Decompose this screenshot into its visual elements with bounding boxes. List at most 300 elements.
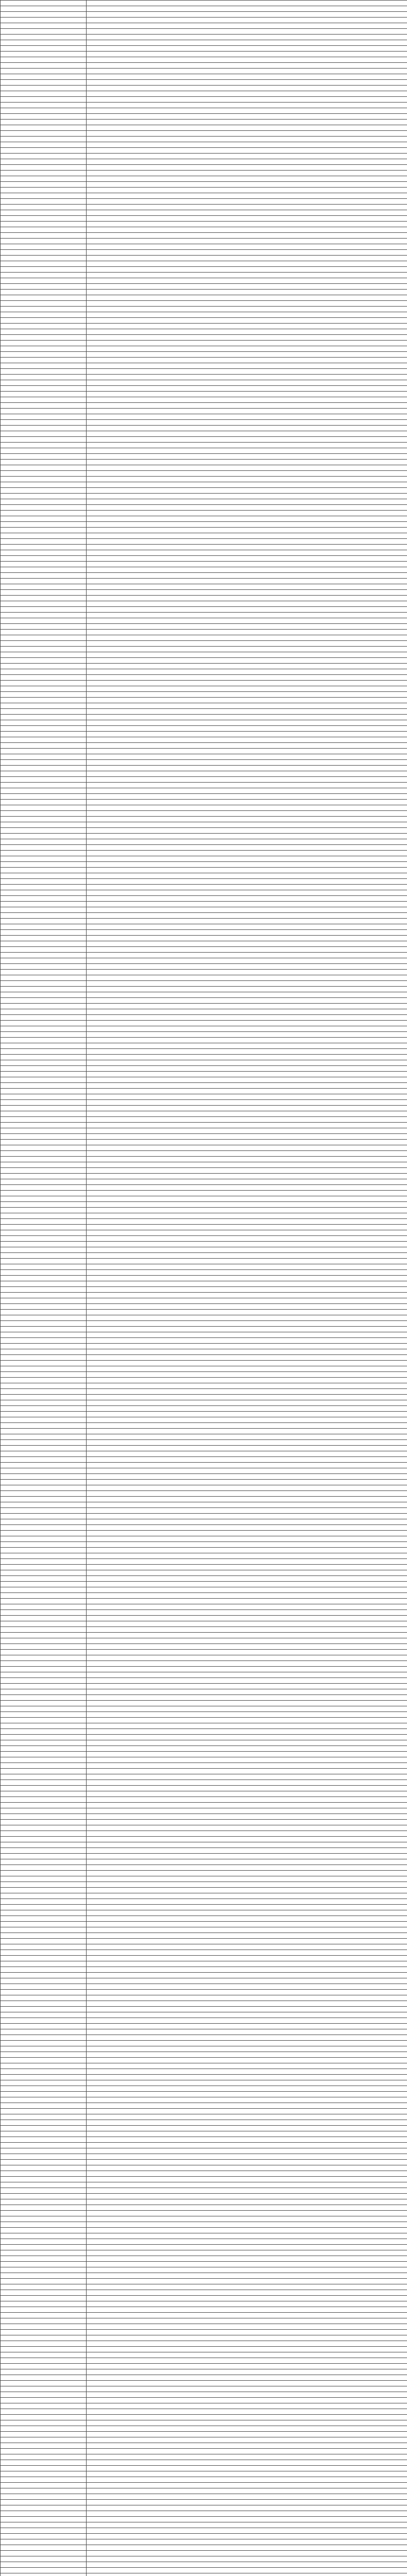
store-name-cell (1, 703, 87, 709)
store-name-cell (1, 2216, 87, 2222)
table-row (1, 1740, 407, 1746)
table-row (1, 1259, 407, 1264)
store-address-cell (87, 2262, 407, 2267)
table-row (1, 1916, 407, 1922)
table-row (1, 981, 407, 987)
table-row (1, 2024, 407, 2029)
table-row (1, 2188, 407, 2194)
store-name-cell (1, 2262, 87, 2267)
store-name-cell (1, 936, 87, 941)
store-name-cell (1, 52, 87, 57)
store-name-cell (1, 1440, 87, 1446)
table-row (1, 2267, 407, 2273)
store-address-cell (87, 686, 407, 692)
table-row (1, 477, 407, 482)
table-row (1, 2109, 407, 2114)
store-name-cell (1, 142, 87, 148)
store-name-cell (1, 2109, 87, 2114)
table-row (1, 2052, 407, 2058)
store-address-cell (87, 2273, 407, 2279)
store-name-cell (1, 686, 87, 692)
table-row (1, 1905, 407, 1910)
table-body (1, 1, 407, 2576)
store-name-cell (1, 2267, 87, 2273)
store-name-cell (1, 2562, 87, 2568)
store-name-cell (1, 12, 87, 18)
store-address-cell (87, 290, 407, 295)
store-name-cell (1, 1021, 87, 1026)
table-row (1, 2313, 407, 2318)
table-row (1, 1933, 407, 1939)
store-name-cell (1, 1083, 87, 1089)
store-address-cell (87, 1298, 407, 1304)
store-address-cell (87, 324, 407, 329)
store-name-cell (1, 182, 87, 188)
store-name-cell (1, 556, 87, 562)
store-address-cell (87, 1066, 407, 1072)
store-name-cell (1, 1259, 87, 1264)
store-address-cell (87, 2420, 407, 2426)
store-name-cell (1, 1995, 87, 2001)
store-address-cell (87, 482, 407, 488)
store-address-cell (87, 1763, 407, 1769)
table-row (1, 431, 407, 437)
store-name-cell (1, 1468, 87, 1474)
store-name-cell (1, 1281, 87, 1287)
table-row (1, 1400, 407, 1406)
table-row (1, 1961, 407, 1967)
store-name-cell (1, 2318, 87, 2324)
table-row (1, 1242, 407, 1247)
table-row (1, 1678, 407, 1684)
store-name-cell (1, 2386, 87, 2392)
store-address-cell (87, 664, 407, 669)
store-address-cell (87, 369, 407, 375)
store-address-cell (87, 1910, 407, 1916)
table-row (1, 1854, 407, 1859)
table-row (1, 261, 407, 267)
store-name-cell (1, 630, 87, 635)
table-row (1, 1106, 407, 1111)
table-row (1, 788, 407, 794)
table-row (1, 392, 407, 397)
table-row (1, 1548, 407, 1553)
table-row (1, 1264, 407, 1270)
store-address-cell (87, 2046, 407, 2052)
store-address-cell (87, 2369, 407, 2375)
store-address-cell (87, 2137, 407, 2143)
store-name-cell (1, 1820, 87, 1825)
store-address-cell (87, 1389, 407, 1395)
store-name-cell (1, 329, 87, 335)
store-address-cell (87, 1179, 407, 1185)
store-name-cell (1, 1514, 87, 1519)
store-address-cell (87, 2245, 407, 2250)
store-name-cell (1, 57, 87, 63)
store-address-cell (87, 788, 407, 794)
store-address-cell (87, 2318, 407, 2324)
table-row (1, 2392, 407, 2398)
store-address-cell (87, 584, 407, 590)
table-row (1, 856, 407, 862)
store-name-cell (1, 2165, 87, 2171)
store-address-cell (87, 760, 407, 766)
store-name-cell (1, 1406, 87, 1412)
table-row (1, 465, 407, 471)
store-address-cell (87, 2534, 407, 2539)
store-address-cell (87, 2426, 407, 2432)
store-address-cell (87, 165, 407, 171)
store-name-cell (1, 1202, 87, 1208)
store-address-cell (87, 35, 407, 40)
table-row (1, 2432, 407, 2437)
table-row (1, 2041, 407, 2046)
store-name-cell (1, 1587, 87, 1593)
store-address-cell (87, 596, 407, 601)
store-address-cell (87, 873, 407, 879)
table-row (1, 2573, 407, 2576)
store-name-cell (1, 443, 87, 448)
table-row (1, 1944, 407, 1950)
store-address-cell (87, 658, 407, 664)
store-address-cell (87, 1723, 407, 1729)
store-name-cell (1, 992, 87, 998)
store-name-cell (1, 2233, 87, 2239)
store-name-cell (1, 2375, 87, 2381)
table-row (1, 1395, 407, 1400)
table-row (1, 182, 407, 188)
store-name-cell (1, 760, 87, 766)
store-address-cell (87, 2075, 407, 2080)
table-row (1, 550, 407, 556)
store-name-cell (1, 1242, 87, 1247)
table-row (1, 2233, 407, 2239)
store-name-cell (1, 618, 87, 624)
store-address-cell (87, 2347, 407, 2352)
store-address-cell (87, 613, 407, 618)
store-name-cell (1, 2358, 87, 2364)
store-name-cell (1, 1559, 87, 1565)
table-row (1, 142, 407, 148)
store-name-cell (1, 46, 87, 52)
store-address-cell (87, 2239, 407, 2245)
store-name-cell (1, 1689, 87, 1695)
store-address-cell (87, 817, 407, 822)
table-row (1, 2228, 407, 2233)
table-row (1, 1763, 407, 1769)
store-address-cell (87, 1072, 407, 1077)
store-name-cell (1, 233, 87, 239)
store-address-cell (87, 936, 407, 941)
table-row (1, 2335, 407, 2341)
store-address-cell (87, 1338, 407, 1344)
table-row (1, 1004, 407, 1009)
store-address-cell (87, 375, 407, 380)
store-name-cell (1, 2154, 87, 2160)
store-address-cell (87, 924, 407, 930)
store-address-cell (87, 1485, 407, 1491)
store-address-cell (87, 2358, 407, 2364)
store-address-cell (87, 896, 407, 902)
table-row (1, 1321, 407, 1327)
store-address-cell (87, 715, 407, 720)
table-row (1, 1009, 407, 1015)
store-address-cell (87, 2381, 407, 2386)
store-address-cell (87, 148, 407, 154)
table-row (1, 2403, 407, 2409)
table-row (1, 1706, 407, 1712)
store-address-cell (87, 1956, 407, 1961)
store-address-cell (87, 1865, 407, 1871)
store-address-cell (87, 1, 407, 6)
store-name-cell (1, 709, 87, 715)
store-address-cell (87, 998, 407, 1004)
table-row (1, 1599, 407, 1604)
store-name-cell (1, 460, 87, 465)
table-row (1, 358, 407, 363)
store-name-cell (1, 720, 87, 726)
table-row (1, 726, 407, 732)
table-row (1, 834, 407, 839)
store-name-cell (1, 811, 87, 817)
store-address-cell (87, 732, 407, 737)
store-address-cell (87, 1718, 407, 1723)
store-name-cell (1, 1287, 87, 1293)
store-address-cell (87, 783, 407, 788)
store-name-cell (1, 1627, 87, 1633)
store-address-cell (87, 1225, 407, 1230)
table-row (1, 1502, 407, 1508)
store-address-cell (87, 947, 407, 953)
store-address-cell (87, 1514, 407, 1519)
store-address-cell (87, 868, 407, 873)
store-address-cell (87, 499, 407, 505)
store-name-cell (1, 964, 87, 970)
store-name-cell (1, 692, 87, 698)
store-name-cell (1, 199, 87, 205)
table-row (1, 1128, 407, 1134)
store-name-cell (1, 63, 87, 69)
store-name-cell (1, 2012, 87, 2018)
table-row (1, 1026, 407, 1032)
table-row (1, 805, 407, 811)
table-row (1, 2488, 407, 2494)
table-row (1, 2511, 407, 2517)
store-address-cell (87, 171, 407, 176)
store-address-cell (87, 2165, 407, 2171)
table-row (1, 2324, 407, 2330)
store-address-cell (87, 2233, 407, 2239)
store-name-cell (1, 777, 87, 783)
store-name-cell (1, 216, 87, 222)
store-address-cell (87, 477, 407, 482)
table-row (1, 2029, 407, 2035)
store-name-cell (1, 188, 87, 193)
store-name-cell (1, 397, 87, 403)
table-row (1, 2165, 407, 2171)
store-name-cell (1, 1230, 87, 1236)
store-address-cell (87, 1372, 407, 1378)
store-name-cell (1, 2330, 87, 2335)
store-address-cell (87, 913, 407, 919)
table-row (1, 573, 407, 579)
store-name-cell (1, 675, 87, 681)
table-row (1, 1967, 407, 1973)
store-name-cell (1, 1089, 87, 1094)
store-address-cell (87, 1587, 407, 1593)
store-address-cell (87, 1355, 407, 1361)
table-row (1, 669, 407, 675)
table-row (1, 635, 407, 641)
store-name-cell (1, 2222, 87, 2228)
table-row (1, 2120, 407, 2126)
store-name-cell (1, 114, 87, 120)
table-row (1, 363, 407, 369)
store-name-cell (1, 1570, 87, 1576)
store-address-cell (87, 227, 407, 233)
table-row (1, 1298, 407, 1304)
store-name-cell (1, 2556, 87, 2562)
store-name-cell (1, 1055, 87, 1060)
table-row (1, 199, 407, 205)
table-row (1, 386, 407, 392)
store-address-cell (87, 2114, 407, 2120)
store-address-cell (87, 1100, 407, 1106)
store-address-cell (87, 2500, 407, 2505)
table-row (1, 335, 407, 341)
table-row (1, 698, 407, 703)
table-row (1, 1570, 407, 1576)
store-name-cell (1, 607, 87, 613)
table-row (1, 664, 407, 669)
table-row (1, 1230, 407, 1236)
table-row (1, 2534, 407, 2539)
store-address-cell (87, 1480, 407, 1485)
store-name-cell (1, 471, 87, 477)
table-row (1, 1791, 407, 1797)
store-address-cell (87, 1633, 407, 1638)
store-address-cell (87, 1769, 407, 1774)
table-row (1, 1117, 407, 1123)
store-name-cell (1, 1638, 87, 1644)
store-name-cell (1, 1565, 87, 1570)
store-name-cell (1, 1604, 87, 1610)
table-row (1, 732, 407, 737)
table-row (1, 114, 407, 120)
store-name-cell (1, 2080, 87, 2086)
table-row (1, 885, 407, 890)
table-row (1, 239, 407, 244)
store-name-cell (1, 1185, 87, 1191)
store-address-cell (87, 97, 407, 103)
store-name-cell (1, 1916, 87, 1922)
store-address-cell (87, 2041, 407, 2046)
store-address-cell (87, 2228, 407, 2233)
table-row (1, 902, 407, 907)
store-address-cell (87, 1576, 407, 1582)
table-row (1, 471, 407, 477)
table-row (1, 924, 407, 930)
store-address-cell (87, 1038, 407, 1043)
store-address-cell (87, 2267, 407, 2273)
table-row (1, 346, 407, 352)
store-address-cell (87, 2505, 407, 2511)
store-address-cell (87, 1332, 407, 1338)
table-row (1, 2449, 407, 2454)
table-row (1, 1457, 407, 1463)
store-name-cell (1, 596, 87, 601)
table-row (1, 2001, 407, 2007)
store-address-cell (87, 403, 407, 409)
table-row (1, 1315, 407, 1321)
store-name-cell (1, 431, 87, 437)
store-address-cell (87, 1706, 407, 1712)
store-address-cell (87, 1803, 407, 1808)
store-address-cell (87, 1916, 407, 1922)
store-name-cell (1, 1876, 87, 1882)
table-row (1, 630, 407, 635)
table-row (1, 1956, 407, 1961)
store-name-cell (1, 1655, 87, 1661)
store-address-cell (87, 2488, 407, 2494)
store-address-cell (87, 528, 407, 533)
table-row (1, 1984, 407, 1990)
store-name-cell (1, 131, 87, 137)
store-address-cell (87, 2556, 407, 2562)
store-address-cell (87, 2432, 407, 2437)
table-row (1, 2126, 407, 2131)
table-row (1, 1973, 407, 1978)
table-row (1, 380, 407, 386)
store-address-cell (87, 1712, 407, 1718)
table-row (1, 2290, 407, 2296)
store-name-cell (1, 108, 87, 114)
store-address-cell (87, 1310, 407, 1315)
store-address-cell (87, 1531, 407, 1536)
store-name-cell (1, 2381, 87, 2386)
store-address-cell (87, 397, 407, 403)
store-address-cell (87, 307, 407, 312)
store-name-cell (1, 1446, 87, 1451)
store-address-cell (87, 1417, 407, 1423)
store-name-cell (1, 2392, 87, 2398)
table-row (1, 1287, 407, 1293)
store-address-cell (87, 1525, 407, 1531)
store-name-cell (1, 505, 87, 511)
store-name-cell (1, 1196, 87, 1202)
store-name-cell (1, 2522, 87, 2528)
table-row (1, 613, 407, 618)
table-row (1, 545, 407, 550)
store-name-cell (1, 437, 87, 443)
table-row (1, 2505, 407, 2511)
table-row (1, 2018, 407, 2024)
store-name-cell (1, 1672, 87, 1678)
store-address-cell (87, 2069, 407, 2075)
store-address-cell (87, 2007, 407, 2012)
store-address-cell (87, 2018, 407, 2024)
store-name-cell (1, 1111, 87, 1117)
table-row (1, 998, 407, 1004)
store-address-cell (87, 154, 407, 159)
store-address-cell (87, 692, 407, 698)
store-name-cell (1, 2460, 87, 2466)
table-row (1, 1134, 407, 1140)
table-row (1, 1780, 407, 1786)
store-name-cell (1, 1729, 87, 1735)
store-address-cell (87, 1157, 407, 1162)
table-row (1, 1191, 407, 1196)
